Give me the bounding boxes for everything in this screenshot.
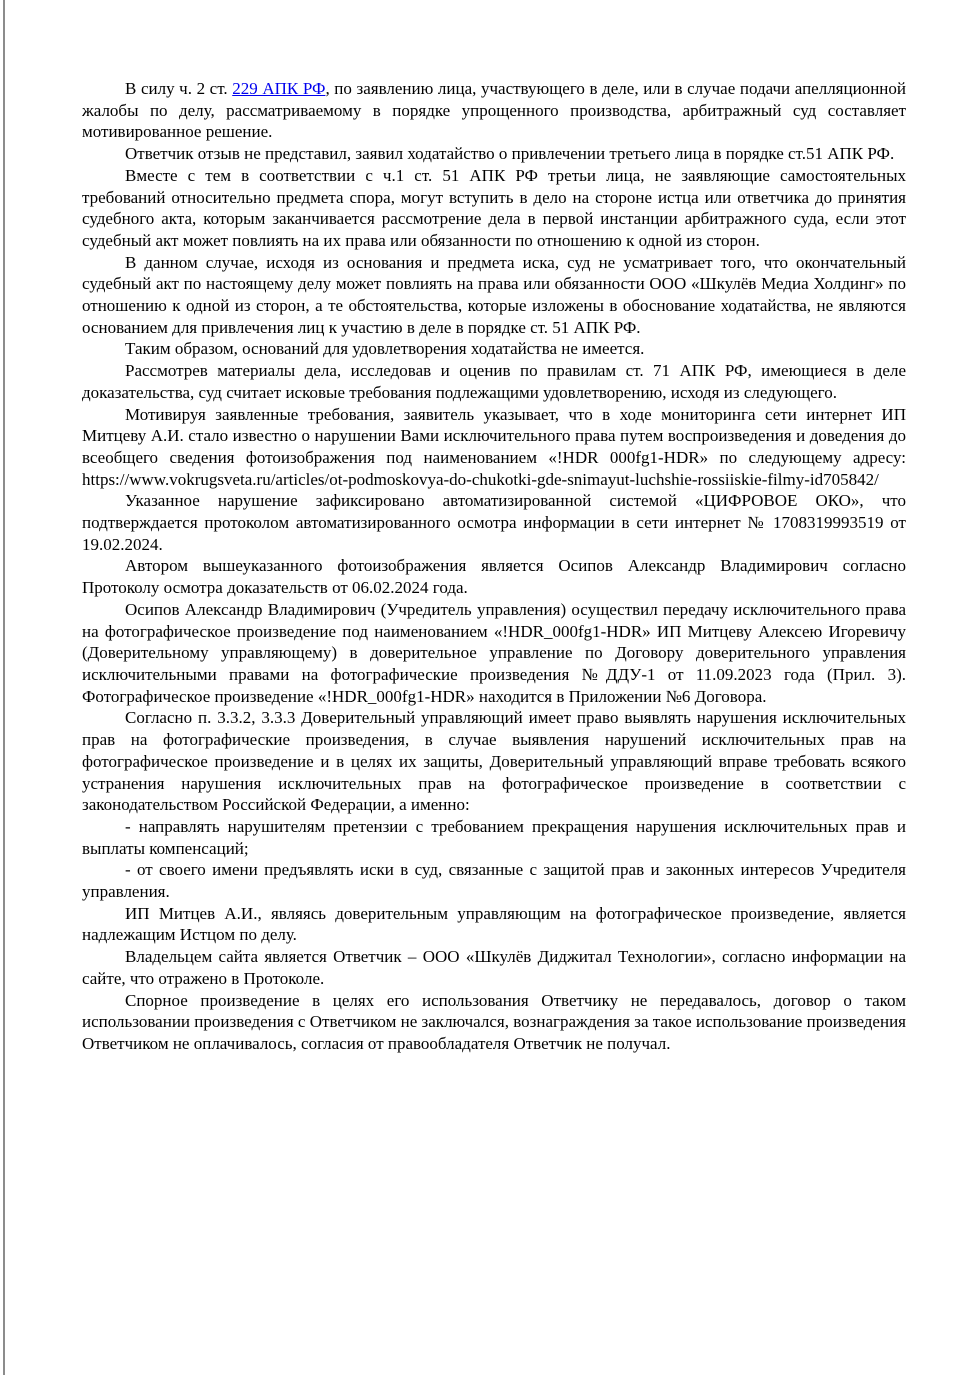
paragraph-monitoring: Мотивируя заявленные требования, заявитель указывает, что в ходе мониторинга сети интернет ИП Митцеву А.И. стало известно о нарушении Вами исключительного права путем воспроизведения и доведения до всеобщего сведения фотоизображения под наименованием «!HDR 000fg1-HDR» по следующему адресу: https://www.vokrugsveta.ru/articles/ot-podmoskovya-do-chukotki-gde-snimayut-luchshie-rossiiskie-filmy-id705842/ xyxy=(82,404,906,489)
paragraph-art51: Вместе с тем в соответствии с ч.1 ст. 51 АПК РФ третьи лица, не заявляющие самостоятельных требований относительно предмета спора, могут вступить в дело на стороне истца или ответчика до принятия судебного акта, которым заканчивается рассмотрение дела в первой инстанции арбитражного суда, если этот судебный акт может повлиять на их права или обязанности по отношению к одной из сторон. xyxy=(82,165,906,250)
paragraph-bullet-lawsuits: - от своего имени предъявлять иски в суд, связанные с защитой прав и законных интересов Учредителя управления. xyxy=(82,860,906,902)
paragraph-no-agreement: Спорное произведение в целях его использования Ответчику не передавалось, договор о таком использовании произведения с Ответчиком не заключался, вознаграждения за такое использование произведения Ответчиком не оплачивалось, согласия от правообладателя Ответчик не получал. xyxy=(82,990,906,1053)
paragraph-defendant-motion: Ответчик отзыв не представил, заявил ходатайство о привлечении третьего лица в порядке ст.51 АПК РФ. xyxy=(125,144,895,164)
paragraph-no-grounds: Таким образом, оснований для удовлетворения ходатайства не имеется. xyxy=(125,339,645,359)
paragraph-violation-recorded: Указанное нарушение зафиксировано автоматизированной системой «ЦИФРОВОЕ ОКО», что подтверждается протоколом автоматизированного осмотра информации в сети интернет № 1708319993519 от 19.02.2024. xyxy=(82,491,906,554)
paragraph-text: В силу ч. 2 ст. xyxy=(125,79,233,98)
paragraph-author: Автором вышеуказанного фотоизображения является Осипов Александр Владимирович согласно Протоколу осмотра доказательств от 06.02.2024 года. xyxy=(82,556,906,598)
paragraph-site-owner: Владельцем сайта является Ответчик – ООО «Шкулёв Диджитал Технологии», согласно информации на сайте, что отражено в Протоколе. xyxy=(82,947,906,988)
paragraph-text: , по заявлению лица, участвующего в деле, или в случае подачи апелляционной жалобы по делу, рассматриваемому в порядке упрощенного производства, арбитражный суд составляет мотивированное решение. xyxy=(82,79,906,142)
scan-edge-line xyxy=(3,0,5,1375)
paragraph-trustee-rights: Согласно п. 3.3.2, 3.3.3 Доверительный управляющий имеет право выявлять нарушения исключительных прав на фотографические произведения, в случае выявления нарушений исключительных прав на фотографическое произведение и в целях их защиты, Доверительный управляющий вправе требовать всякого устранения нарушения исключительных прав на фотографическое произведение в соответствии с законодательством Российской Федерации, а именно: xyxy=(82,708,906,815)
paragraph-ruling-229 xyxy=(82,78,906,143)
paragraph-bullet-claims: - направлять нарушителям претензии с требованием прекращения нарушения исключительных прав и выплаты компенсаций; xyxy=(82,816,906,858)
paragraph-rights-transfer: Осипов Александр Владимирович (Учредитель управления) осуществил передачу исключительного права на фотографическое произведение под наименованием «!HDR_000fg1-HDR» ИП Митцеву Алексею Игоревичу (Доверительному управляющему) в доверительное управление по Договору доверительного управления исключительными правами на фотографические произведения №ДДУ-1 от 11.09.2023 года (Прил. 3). Фотографическое произведение «!HDR_000fg1-HDR» находится в Приложении №6 Договора. xyxy=(82,599,906,706)
paragraph-claims-upheld: Рассмотрев материалы дела, исследовав и оценив по правилам ст. 71 АПК РФ, имеющиеся в деле доказательства, суд считает исковые требования подлежащими удовлетворению, исходя из следующего. xyxy=(82,361,906,402)
paragraph-proper-plaintiff: ИП Митцев А.И., являясь доверительным управляющим на фотографическое произведение, является надлежащим Истцом по делу. xyxy=(82,903,906,945)
document-body xyxy=(82,78,906,1055)
apk-229-link[interactable]: 229 АПК РФ xyxy=(232,79,326,98)
paragraph-court-opinion: В данном случае, исходя из основания и предмета иска, суд не усматривает того, что окончательный судебный акт по настоящему делу может повлиять на права или обязанности ООО «Шкулёв Медиа Холдинг» по отношению к одной из сторон, а те обстоятельства, которые изложены в обоснование ходатайства, не являются основанием для привлечения лиц к участию в деле в порядке ст. 51 АПК РФ. xyxy=(82,252,906,337)
